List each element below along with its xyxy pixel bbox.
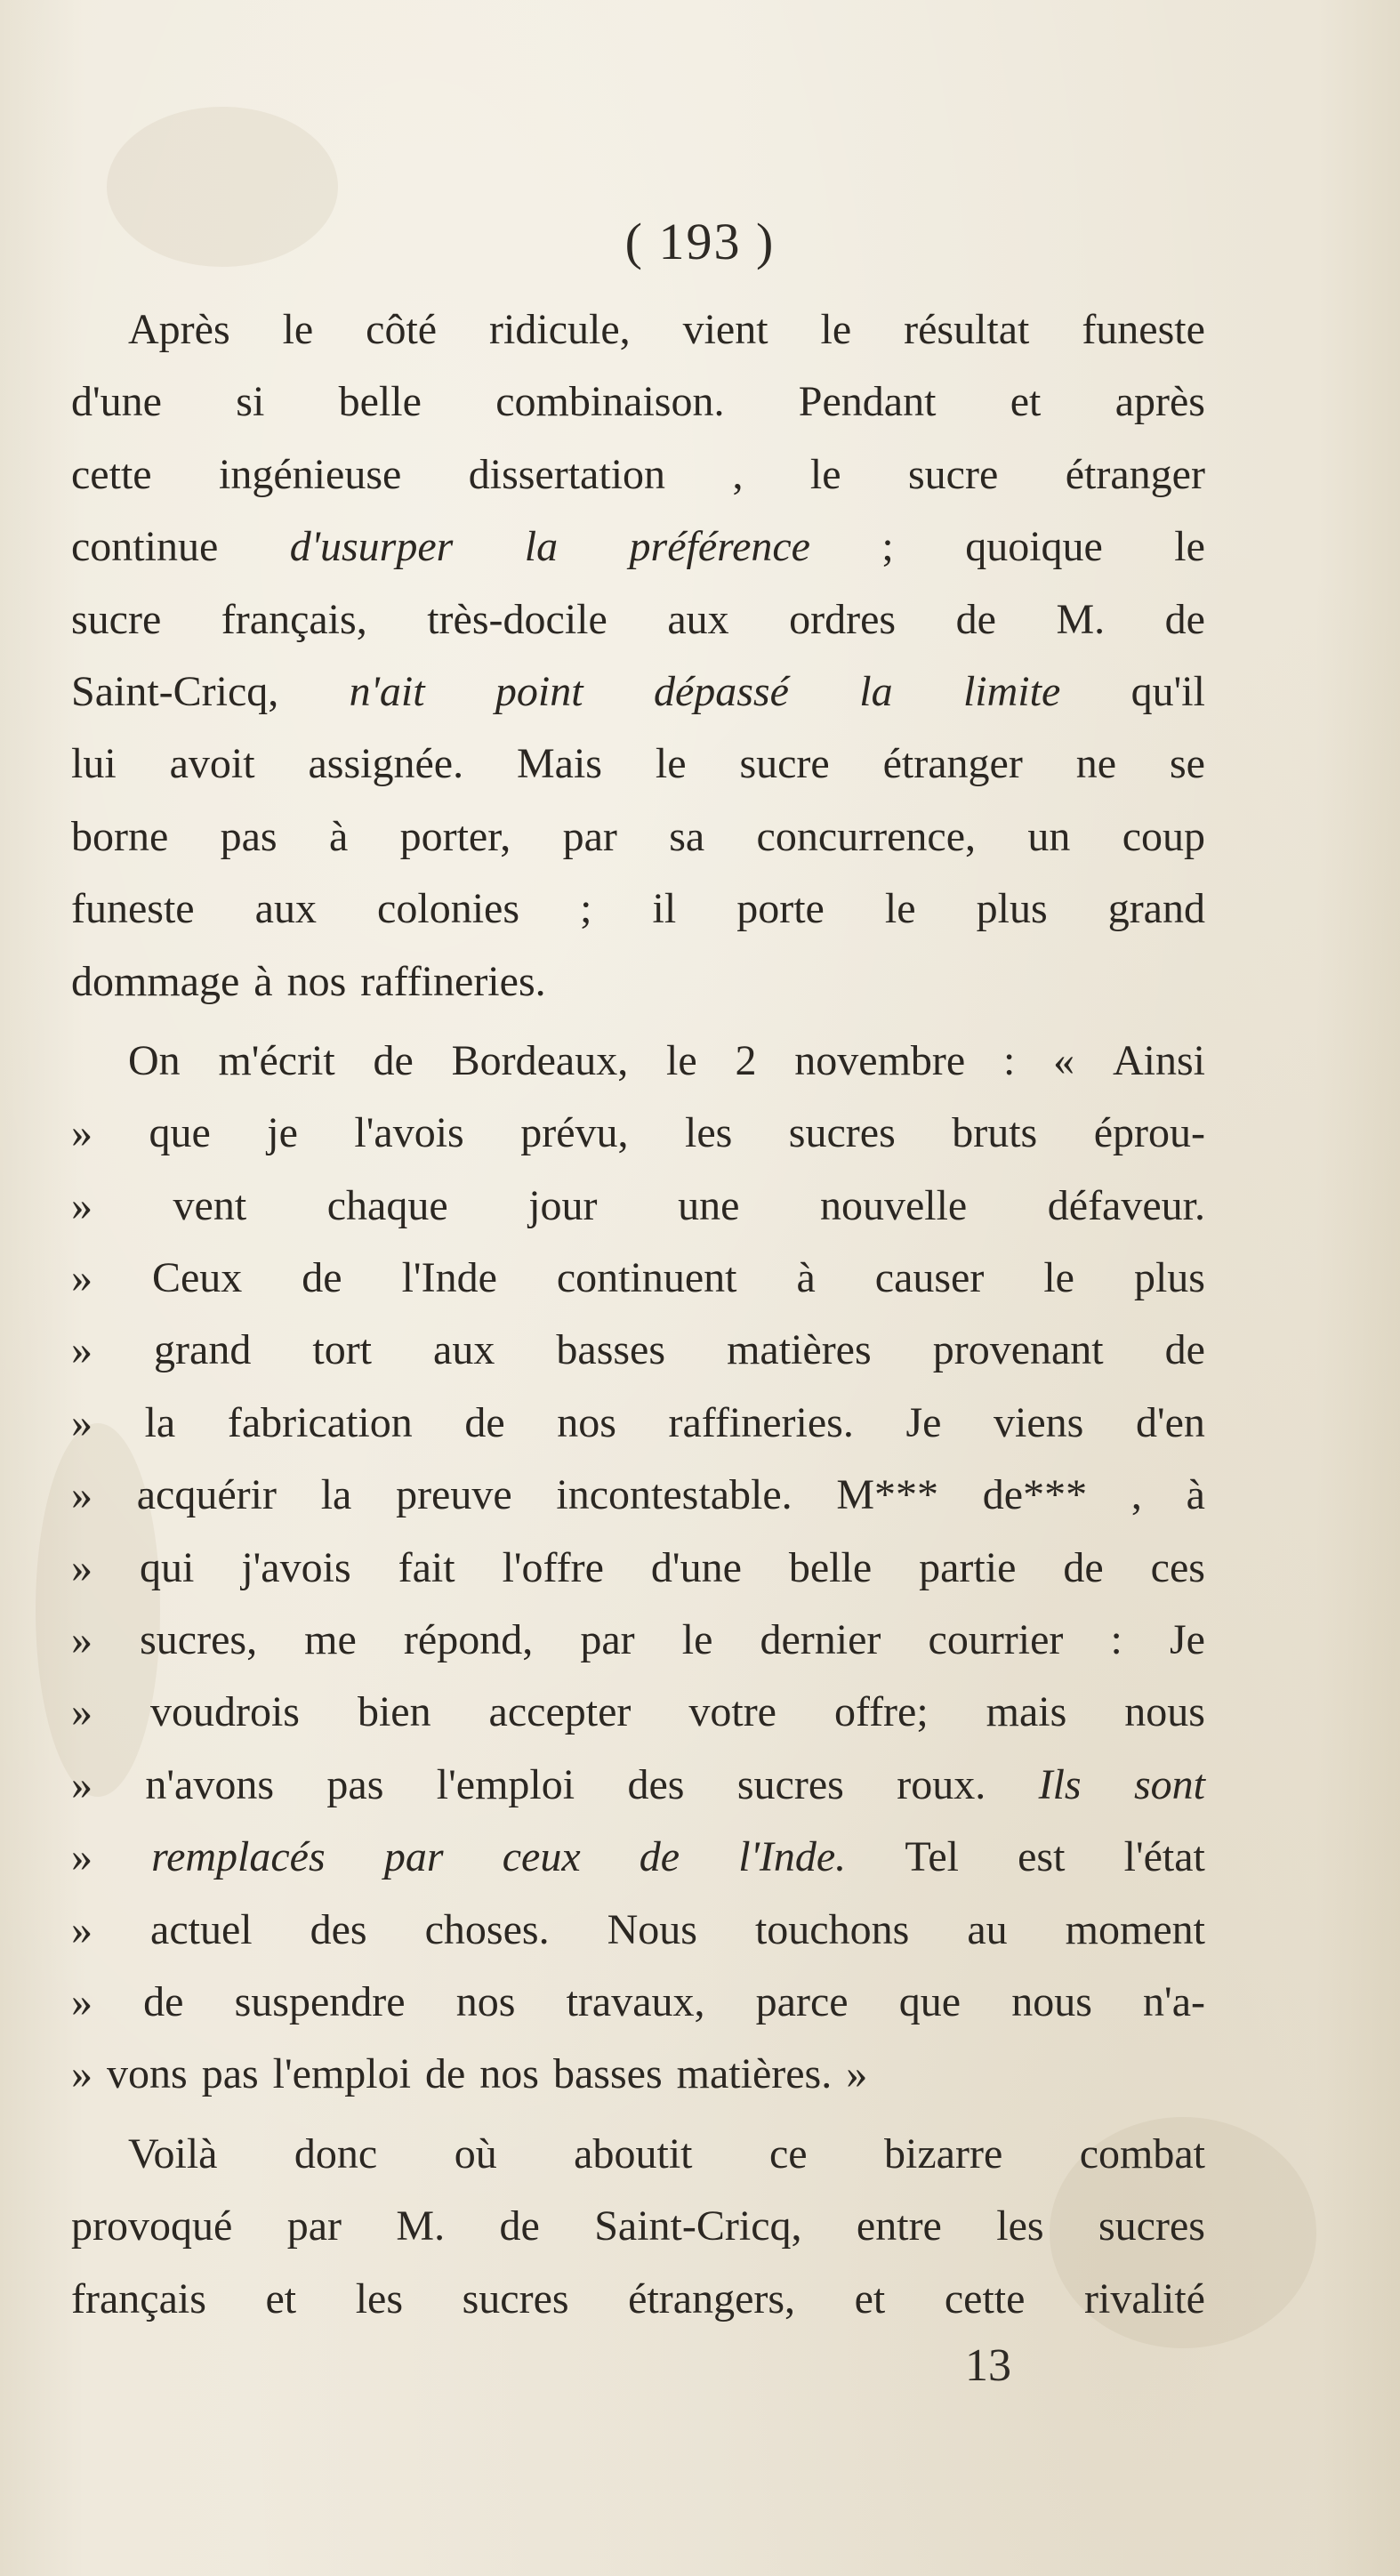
paragraph-2 — [71, 1025, 1205, 2111]
text-line: provoqué par M. de Saint-Cricq, entre les sucres — [71, 2202, 1205, 2250]
text-line: » vent chaque jour une nouvelle défaveur. — [71, 1181, 1205, 1229]
paragraph-3 — [71, 2118, 1205, 2335]
text-line: Après le côté ridicule, vient le résultat funeste — [128, 306, 1205, 353]
text-line: » grand tort aux basses matières provenant de — [71, 1326, 1205, 1374]
text-line: » n'avons pas l'emploi des sucres roux. Ils sont — [71, 1760, 1205, 1808]
text-line: » voudrois bien accepter votre offre; mais nous — [71, 1688, 1205, 1736]
text-line: » vons pas l'emploi de nos basses matières. » — [71, 2050, 868, 2098]
text-line: » Ceux de l'Inde continuent à causer le plus — [71, 1254, 1205, 1302]
text-line: sucre français, très-docile aux ordres de M. de — [71, 595, 1205, 643]
text-line: » sucres, me répond, par le dernier courrier : Je — [71, 1616, 1205, 1664]
text-line: » la fabrication de nos raffineries. Je viens d'en — [71, 1398, 1205, 1446]
text-line: Voilà donc où aboutit ce bizarre combat — [128, 2129, 1205, 2178]
signature-mark: 13 — [965, 2340, 1011, 2391]
page-number: ( 193 ) — [624, 213, 776, 270]
text-line: » remplacés par ceux de l'Inde. Tel est l'état — [71, 1833, 1205, 1881]
text-line: » acquérir la preuve incontestable. M*** de*** , à — [71, 1471, 1205, 1519]
text-line: d'une si belle combinaison. Pendant et après — [71, 378, 1205, 426]
text-line: » actuel des choses. Nous touchons au moment — [71, 1905, 1205, 1953]
text-line: dommage à nos raffineries. — [71, 957, 546, 1005]
text-line: On m'écrit de Bordeaux, le 2 novembre : « Ainsi — [128, 1036, 1205, 1084]
text-line: » qui j'avois fait l'offre d'une belle partie de ces — [71, 1543, 1205, 1591]
paragraph-1 — [71, 294, 1205, 1018]
text-line: continue d'usurper la préférence ; quoique le — [71, 523, 1205, 571]
text-line: lui avoit assignée. Mais le sucre étranger ne se — [71, 740, 1205, 788]
text-line: » de suspendre nos travaux, parce que nous n'a- — [71, 1977, 1205, 2025]
text-line: cette ingénieuse dissertation , le sucre étranger — [71, 450, 1205, 498]
text-line: Saint-Cricq, n'ait point dépassé la limite qu'il — [71, 667, 1205, 715]
text-line: borne pas à porter, par sa concurrence, un coup — [71, 812, 1205, 860]
text-line: funeste aux colonies ; il porte le plus grand — [71, 885, 1205, 933]
text-line: » que je l'avois prévu, les sucres bruts éprou- — [71, 1109, 1205, 1157]
body-text — [71, 294, 1205, 2335]
text-line: français et les sucres étrangers, et cette rivalité — [71, 2274, 1205, 2322]
